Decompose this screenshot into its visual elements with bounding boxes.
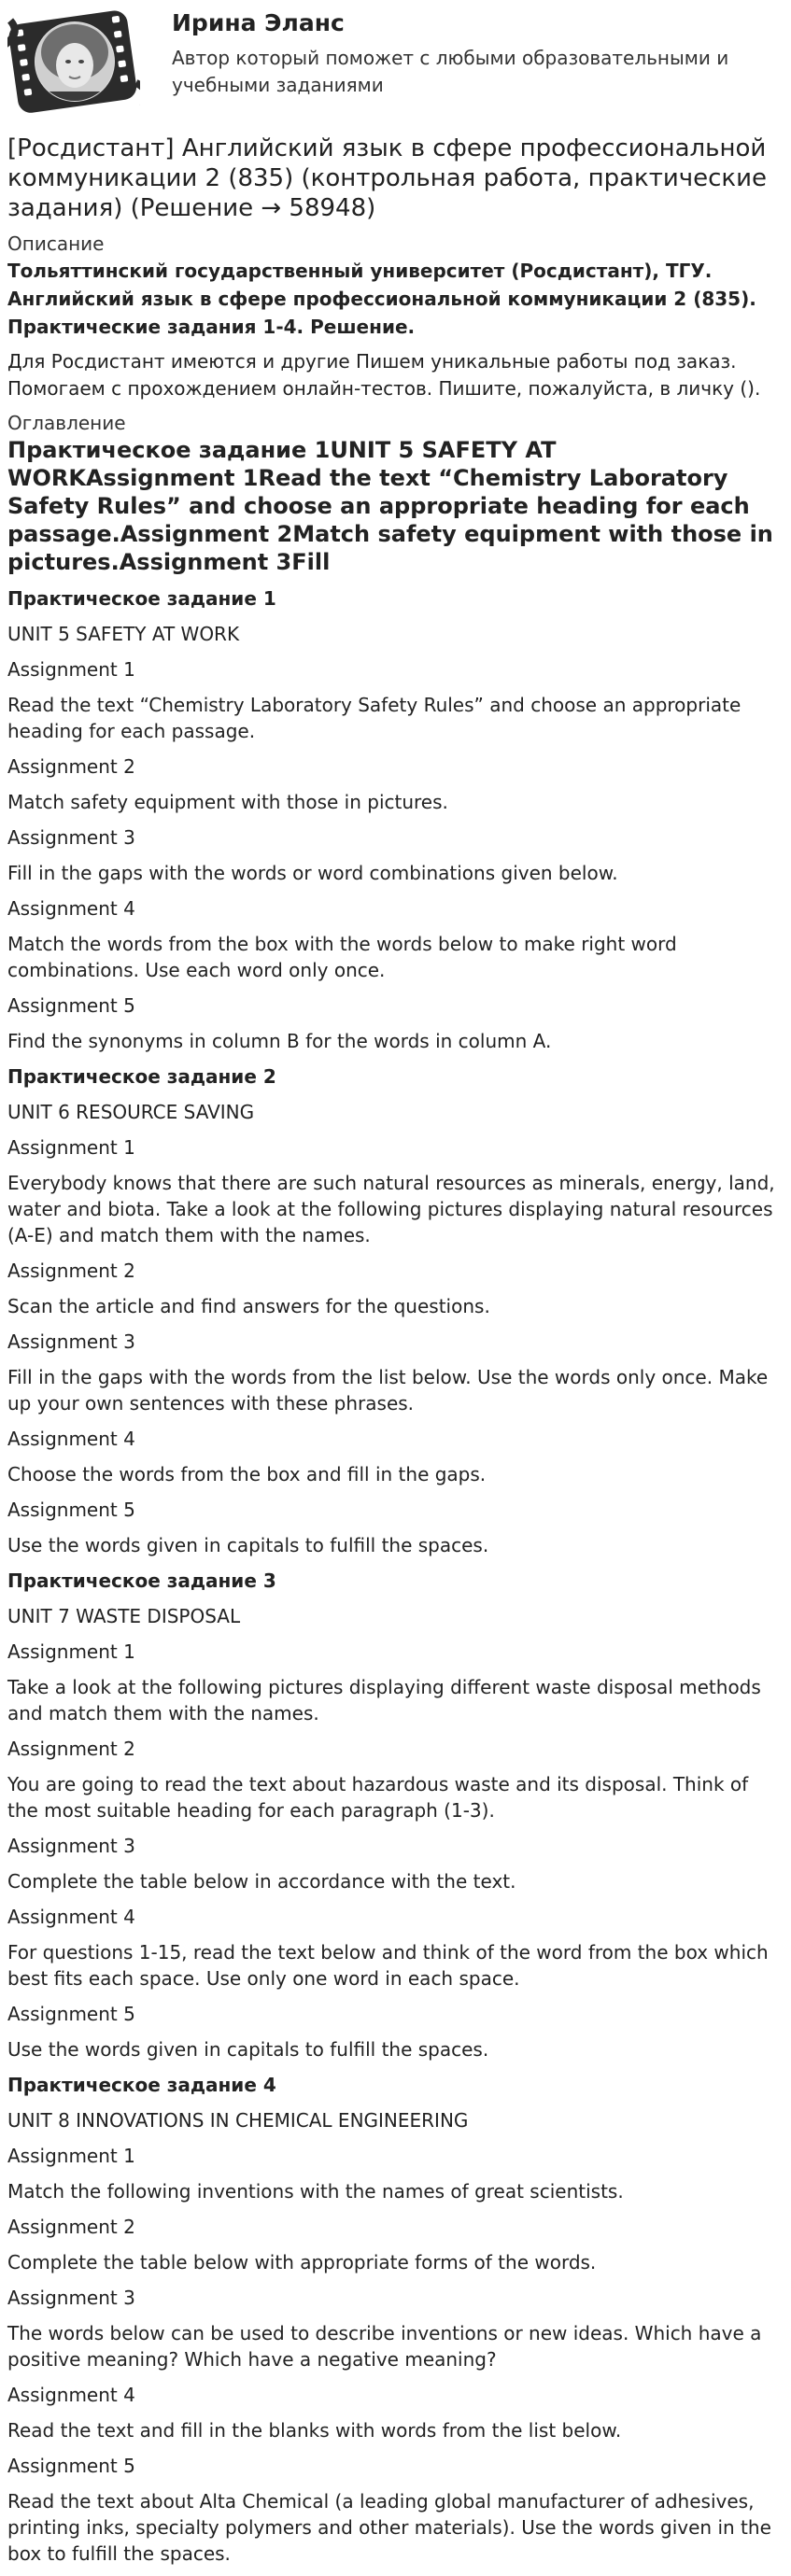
list-item: Assignment 5 bbox=[7, 2003, 135, 2025]
list-item: Assignment 2 bbox=[7, 755, 135, 778]
list-item: Read the text about Alta Chemical (a leading global manufacturer of adhesives, printing inks, specialty polymers and other materials). Use the words given in the box to fulfill the spaces. bbox=[7, 2490, 771, 2565]
author-avatar[interactable] bbox=[7, 7, 140, 118]
list-item: Find the synonyms in column B for the words in column A. bbox=[7, 1030, 552, 1052]
list-item: Assignment 4 bbox=[7, 2384, 135, 2406]
list-item: Assignment 2 bbox=[7, 2216, 135, 2238]
list-item: Assignment 4 bbox=[7, 1906, 135, 1928]
list-item: Assignment 3 bbox=[7, 2287, 135, 2309]
list-item: UNIT 5 SAFETY AT WORK bbox=[7, 623, 240, 645]
toc-label: Оглавление bbox=[7, 412, 126, 434]
description-bold-line: Практические задания 1-4. Решение. bbox=[7, 316, 416, 338]
task-heading: Практическое задание 3 bbox=[7, 1570, 276, 1592]
list-item: Assignment 3 bbox=[7, 1835, 135, 1857]
list-item: Assignment 4 bbox=[7, 1428, 135, 1450]
description-bold-line: Тольяттинский государственный университет (Росдистант), ТГУ. bbox=[7, 260, 713, 282]
list-item: Use the words given in capitals to fulfill the spaces. bbox=[7, 2038, 489, 2061]
list-item: For questions 1-15, read the text below and think of the word from the box which best fits each space. Use only one word in each space. bbox=[7, 1941, 769, 1990]
list-item: UNIT 8 INNOVATIONS IN CHEMICAL ENGINEERING bbox=[7, 2109, 469, 2132]
list-item: Read the text “Chemistry Laboratory Safety Rules” and choose an appropriate heading for each passage. bbox=[7, 694, 742, 742]
task-heading: Практическое задание 1 bbox=[7, 587, 276, 610]
list-item: Scan the article and find answers for the questions. bbox=[7, 1295, 490, 1317]
description-bold-line: Английский язык в сфере профессиональной коммуникации 2 (835). bbox=[7, 288, 756, 310]
list-item: UNIT 6 RESOURCE SAVING bbox=[7, 1101, 255, 1123]
description-text: Для Росдистант имеются и другие Пишем уникальные работы под заказ. Помогаем с прохождением онлайн-тестов. Пишите, пожалуйста, в личку (). bbox=[7, 350, 761, 400]
list-item: Fill in the gaps with the words from the list below. Use the words only once. Make up your own sentences with these phrases. bbox=[7, 1366, 769, 1415]
work-content bbox=[7, 134, 783, 2576]
list-item: Assignment 2 bbox=[7, 1260, 135, 1282]
list-item: Match the following inventions with the names of great scientists. bbox=[7, 2180, 624, 2203]
description-label: Описание bbox=[7, 232, 105, 255]
author-description: Автор который поможет с любыми образовательными и учебными заданиями bbox=[172, 47, 729, 96]
description-bold-block bbox=[7, 257, 783, 341]
list-item: Fill in the gaps with the words or word combinations given below. bbox=[7, 862, 618, 884]
list-item: Assignment 1 bbox=[7, 1640, 135, 1663]
list-item: Match safety equipment with those in pictures. bbox=[7, 791, 448, 813]
list-item: Assignment 2 bbox=[7, 1738, 135, 1760]
list-item: Complete the table below with appropriate forms of the words. bbox=[7, 2251, 597, 2273]
list-item: Read the text and fill in the blanks with words from the list below. bbox=[7, 2419, 622, 2442]
list-item: UNIT 7 WASTE DISPOSAL bbox=[7, 1605, 241, 1627]
author-card bbox=[0, 0, 791, 131]
list-item: Choose the words from the box and fill in the gaps. bbox=[7, 1463, 487, 1485]
list-item: Assignment 5 bbox=[7, 2455, 135, 2477]
list-item: Assignment 3 bbox=[7, 826, 135, 849]
list-item: Use the words given in capitals to fulfill the spaces. bbox=[7, 1534, 489, 1556]
task-heading: Практическое задание 4 bbox=[7, 2074, 276, 2096]
list-item: Match the words from the box with the words below to make right word combinations. Use each word only once. bbox=[7, 933, 677, 981]
list-item: Assignment 5 bbox=[7, 1499, 135, 1521]
author-name[interactable]: Ирина Эланс bbox=[172, 9, 345, 36]
list-item: Assignment 1 bbox=[7, 1136, 135, 1159]
list-item: The words below can be used to describe inventions or new ideas. Which have a positive meaning? Which have a negative meaning? bbox=[7, 2322, 762, 2371]
assignment-list bbox=[7, 585, 783, 2567]
list-item: Everybody knows that there are such natural resources as minerals, energy, land, water and biota. Take a look at the following pictures displaying natural resources (A-E) and match them with the names. bbox=[7, 1172, 775, 1246]
page-title: [Росдистант] Английский язык в сфере профессиональной коммуникации 2 (835) (контрольная работа, практические задания) (Решение → 58948) bbox=[7, 134, 768, 222]
toc-text: Практическое задание 1UNIT 5 SAFETY AT WORKAssignment 1Read the text “Chemistry Laboratory Safety Rules” and choose an appropriate heading for each passage.Assignment 2Match safety equipment with those in pictures.Assignment 3Fill bbox=[7, 437, 773, 575]
list-item: Assignment 4 bbox=[7, 897, 135, 920]
list-item: Assignment 5 bbox=[7, 994, 135, 1017]
list-item: Complete the table below in accordance with the text. bbox=[7, 1870, 516, 1893]
list-item: Assignment 1 bbox=[7, 658, 135, 681]
film-frame-avatar-image bbox=[7, 7, 140, 118]
list-item: You are going to read the text about hazardous waste and its disposal. Think of the most suitable heading for each paragraph (1-3). bbox=[7, 1773, 749, 1822]
list-item: Assignment 1 bbox=[7, 2145, 135, 2167]
list-item: Assignment 3 bbox=[7, 1330, 135, 1353]
task-heading: Практическое задание 2 bbox=[7, 1065, 276, 1088]
list-item: Take a look at the following pictures displaying different waste disposal methods and match them with the names. bbox=[7, 1676, 761, 1724]
